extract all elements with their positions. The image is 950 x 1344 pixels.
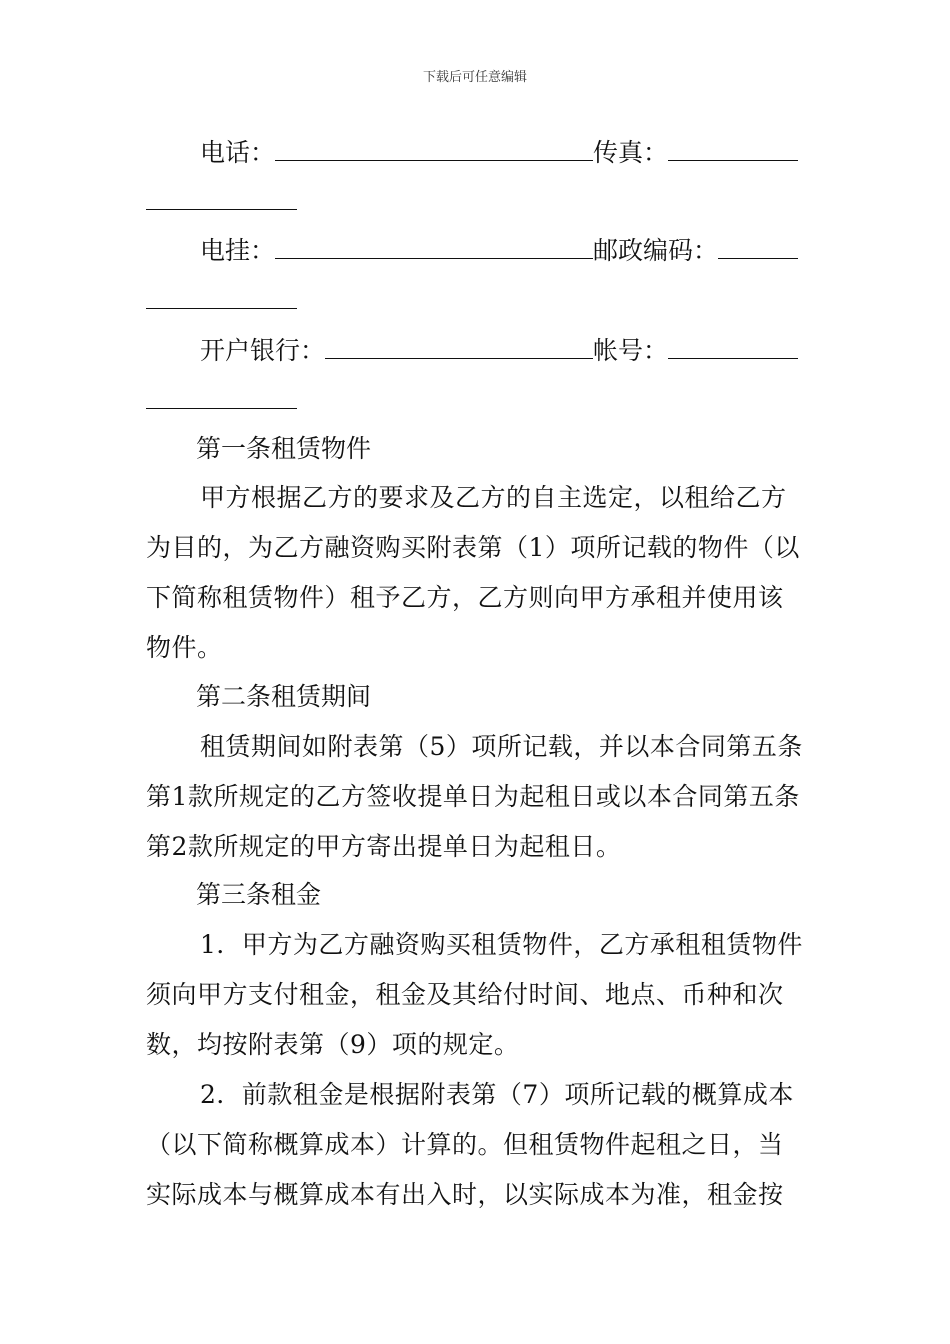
phone-label: 电话： xyxy=(200,138,276,167)
bank-account-line xyxy=(200,334,806,368)
fax-blank[interactable] xyxy=(668,136,798,161)
fax-blank-continued[interactable] xyxy=(146,209,297,210)
account-blank[interactable] xyxy=(668,334,798,359)
telex-postcode-line xyxy=(200,234,806,268)
bank-label: 开户银行： xyxy=(200,336,326,365)
postcode-label: 邮政编码： xyxy=(593,236,719,265)
article-2-title: 第二条租赁期间 xyxy=(196,682,372,711)
phone-fax-line xyxy=(200,136,806,170)
phone-blank[interactable] xyxy=(275,136,593,161)
article-3-paragraph-1: 1．甲方为乙方融资购买租赁物件，乙方承租租赁物件须向甲方支付租金，租金及其给付时间、地点、币种和次数，均按附表第（9）项的规定。 xyxy=(146,930,803,1059)
fax-label: 传真： xyxy=(593,138,669,167)
article-2-paragraph: 租赁期间如附表第（5）项所记载，并以本合同第五条第1款所规定的乙方签收提单日为起租日或以本合同第五条第2款所规定的甲方寄出提单日为起租日。 xyxy=(146,732,803,861)
telex-blank[interactable] xyxy=(275,234,593,259)
article-3-title: 第三条租金 xyxy=(196,880,322,909)
page-header-note: 下载后可任意编辑 xyxy=(422,70,527,85)
article-1-title: 第一条租赁物件 xyxy=(196,434,372,463)
postcode-blank[interactable] xyxy=(718,234,798,259)
telex-label: 电挂： xyxy=(200,236,276,265)
account-blank-continued[interactable] xyxy=(146,408,297,409)
postcode-blank-continued[interactable] xyxy=(146,308,297,309)
account-label: 帐号： xyxy=(593,336,669,365)
article-3-paragraph-2: 2．前款租金是根据附表第（7）项所记载的概算成本（以下简称概算成本）计算的。但租赁物件起租之日，当实际成本与概算成本有出入时，以实际成本为准，租金按 xyxy=(146,1080,794,1209)
article-1-paragraph: 甲方根据乙方的要求及乙方的自主选定，以租给乙方为目的，为乙方融资购买附表第（1）项所记载的物件（以下简称租赁物件）租予乙方，乙方则向甲方承租并使用该物件。 xyxy=(146,483,800,662)
bank-blank[interactable] xyxy=(325,334,593,359)
